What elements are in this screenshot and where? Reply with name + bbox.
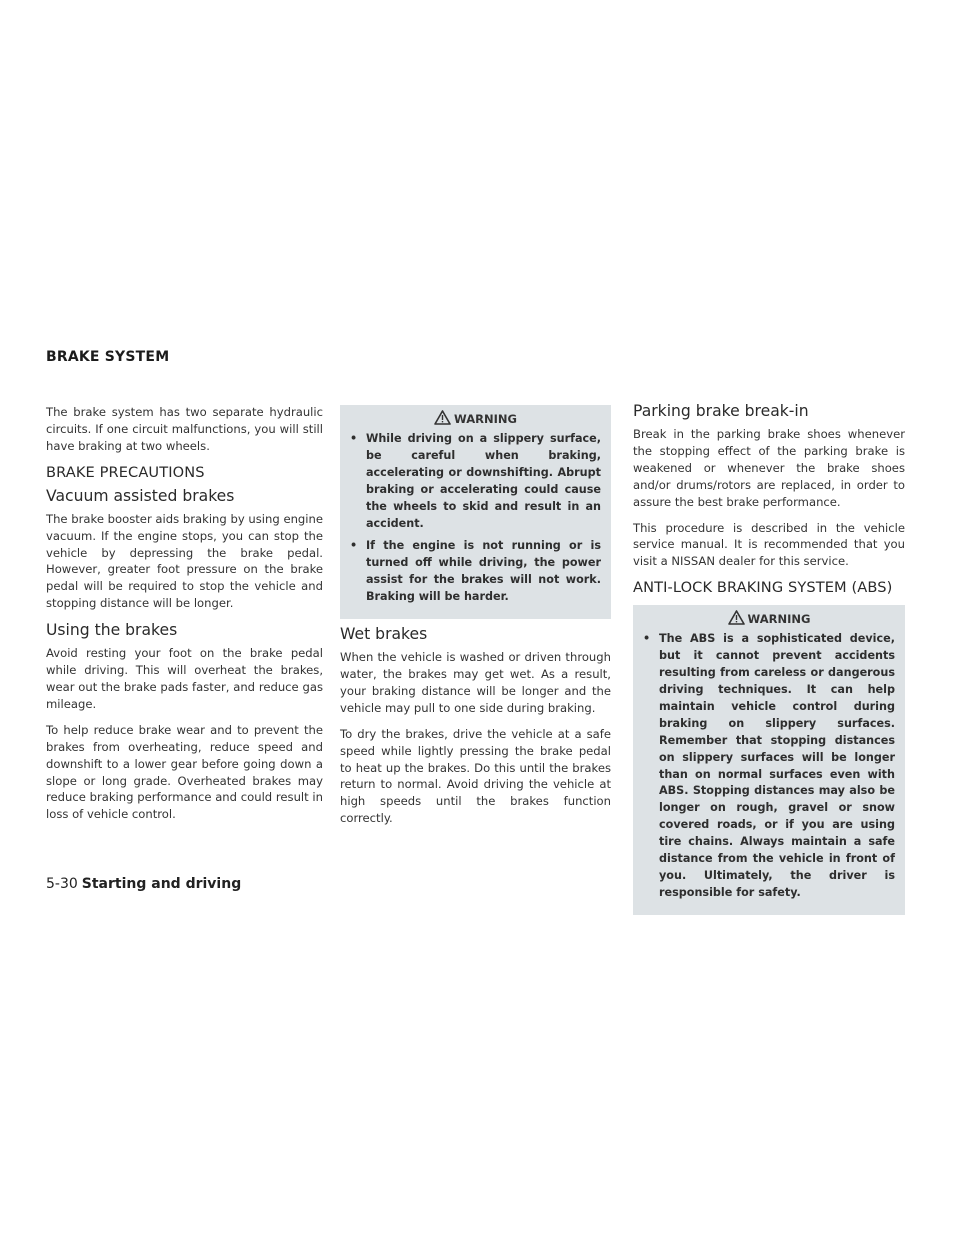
section-title: BRAKE SYSTEM — [46, 349, 170, 365]
wet-paragraph-1: When the vehicle is washed or driven through water, the brakes may get wet. As a result, your braking distance will be longer and the vehicle may pull to one side during braking. — [340, 650, 611, 715]
bullet-icon: • — [350, 432, 358, 445]
intro-paragraph: The brake system has two separate hydraulic circuits. If one circuit malfunctions, you will still have braking at two wheels. — [46, 405, 323, 453]
warning-box-brakes — [340, 405, 611, 619]
vacuum-paragraph: The brake booster aids braking by using engine vacuum. If the engine stops, you can stop the vehicle by depressing the brake pedal. However, greater foot pressure on the brake pedal will be required to stop the vehicle and stopping distance will be longer. — [46, 511, 323, 611]
column-3 — [633, 402, 905, 921]
heading-abs: ANTI-LOCK BRAKING SYSTEM (ABS) — [633, 579, 893, 597]
warning-triangle-icon — [434, 410, 451, 428]
warning-label: WARNING — [454, 412, 517, 426]
warning-item-text: The ABS is a sophisticated device, but it cannot prevent accidents resulting from careless or dangerous driving techniques. It can help maintain vehicle control during braking on slippery surfaces. Remember that stopping distances on slippery surfaces will be longer than on normal surfaces even with ABS. Stopping distances may also be longer on rough, gravel or snow covered roads, or if you are using tire chains. Always maintain a safe distance from the vehicle in front of you. Ultimately, the driver is responsible for safety. — [659, 632, 895, 899]
using-paragraph-2: To help reduce brake wear and to prevent the brakes from overheating, reduce speed and downshift to a lower gear before going down a slope or long grade. Overheated brakes may reduce braking performance and could result in loss of vehicle control. — [46, 722, 323, 822]
page-footer — [46, 876, 241, 892]
warning-list — [350, 431, 601, 606]
warning-header — [643, 609, 895, 629]
heading-wet-brakes: Wet brakes — [340, 625, 428, 644]
warning-item — [643, 631, 895, 902]
bullet-icon: • — [350, 539, 358, 553]
using-paragraph-1: Avoid resting your foot on the brake pedal while driving. This will overheat the brakes, wear out the brake pads faster, and reduce gas mileage. — [46, 646, 323, 711]
warning-item-text: If the engine is not running or is turned off while driving, the power assist for the brakes will not work. Braking will be harder. — [366, 539, 601, 604]
warning-triangle-icon — [728, 610, 745, 628]
warning-list — [643, 631, 895, 902]
warning-header — [350, 409, 601, 429]
column-2 — [340, 405, 611, 836]
warning-item-text: While driving on a slippery surface, be careful when braking, accelerating or downshifting. Abrupt braking or accelerating could cause the wheels to skid and result in an accident. — [366, 432, 601, 530]
chapter-title: Starting and driving — [81, 876, 242, 892]
warning-item — [350, 431, 601, 532]
column-1 — [46, 404, 323, 832]
parking-paragraph-1: Break in the parking brake shoes whenever the stopping effect of the parking brake is weakened or whenever the brake shoes and/or drums/rotors are replaced, in order to assure the best brake performance. — [633, 427, 905, 509]
warning-box-abs — [633, 605, 905, 915]
heading-parking-brake-break-in: Parking brake break-in — [633, 402, 809, 420]
warning-label: WARNING — [747, 612, 811, 627]
wet-paragraph-2: To dry the brakes, drive the vehicle at a safe speed while lightly pressing the brake pedal to heat up the brakes. Do this until the brakes return to normal. Avoid driving the vehicle at high speeds until the brakes function correctly. — [340, 726, 611, 826]
bullet-icon: • — [643, 632, 651, 646]
heading-using-the-brakes: Using the brakes — [46, 621, 178, 640]
heading-vacuum-assisted-brakes: Vacuum assisted brakes — [46, 486, 235, 505]
parking-paragraph-2: This procedure is described in the vehicle service manual. It is recommended that you visit a NISSAN dealer for this service. — [633, 520, 905, 569]
heading-brake-precautions: BRAKE PRECAUTIONS — [46, 463, 205, 481]
warning-item — [350, 538, 601, 606]
page-number: 5-30 — [46, 876, 78, 892]
